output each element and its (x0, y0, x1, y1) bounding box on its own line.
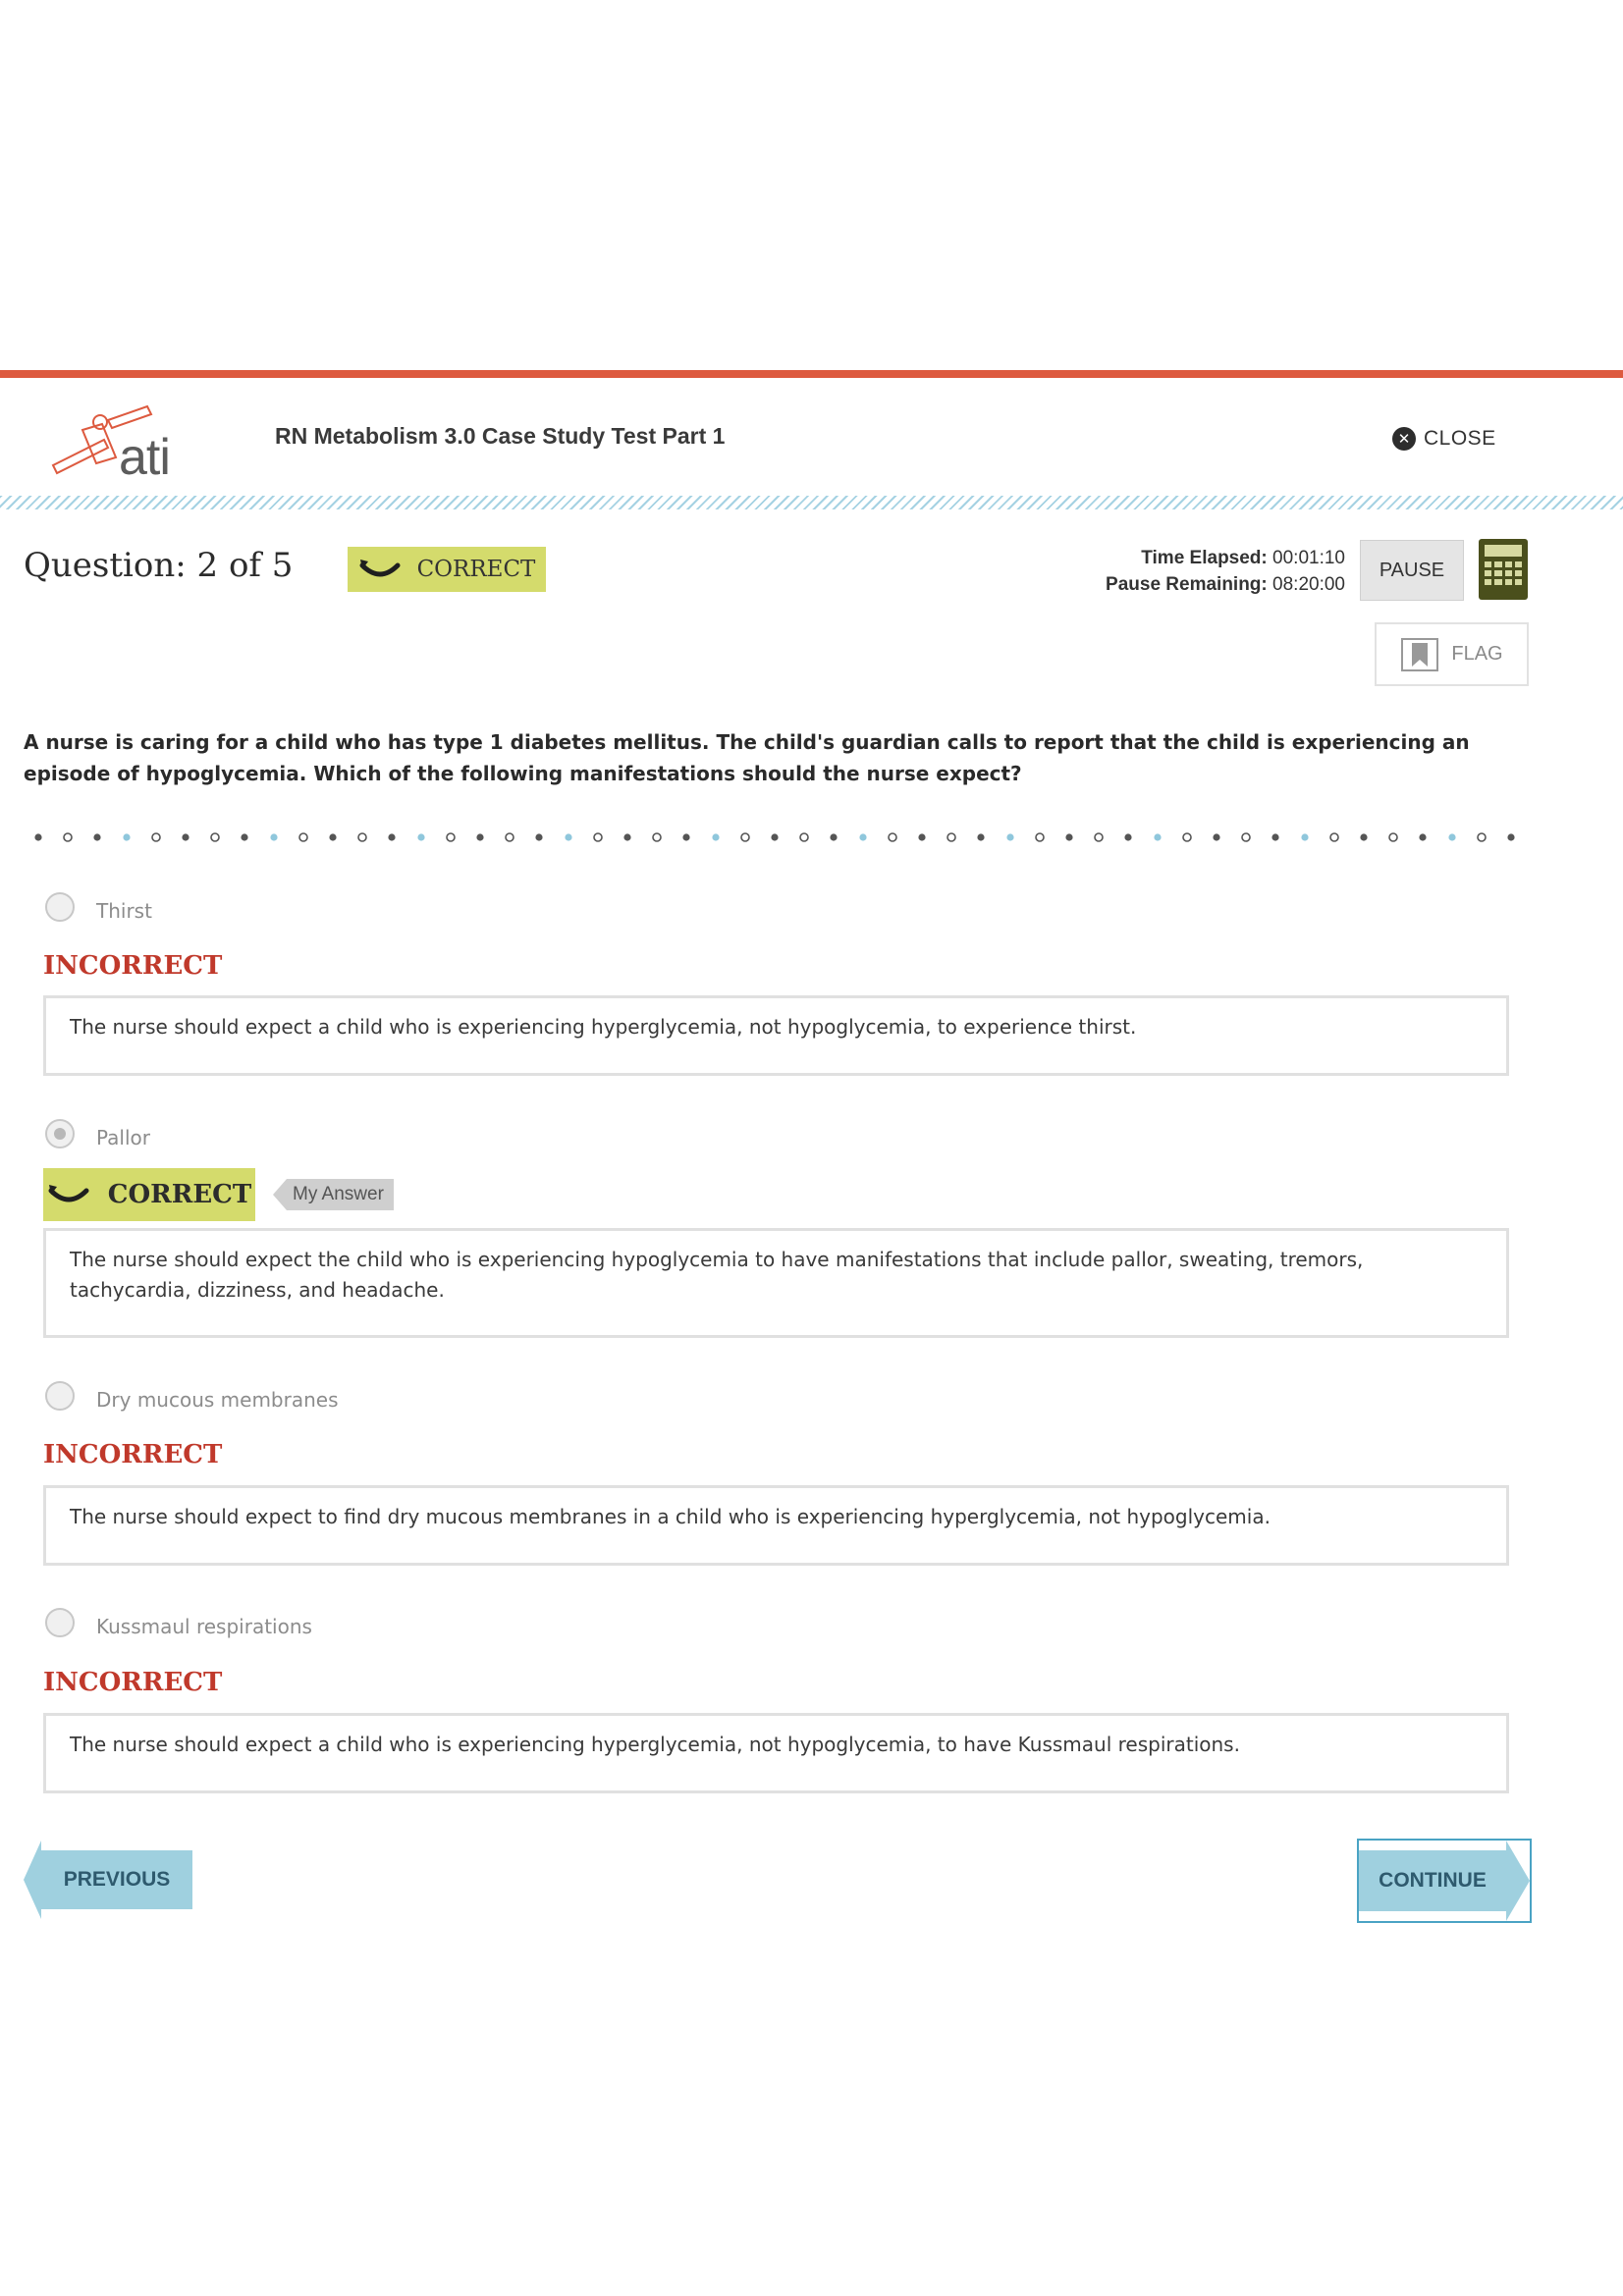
pause-button[interactable]: PAUSE (1360, 540, 1464, 601)
question-status-label: CORRECT (416, 557, 536, 582)
close-icon: ✕ (1392, 427, 1416, 451)
previous-label: PREVIOUS (63, 1868, 171, 1891)
close-button[interactable] (1392, 427, 1496, 451)
option-radio-thirst[interactable] (45, 892, 75, 922)
bookmark-icon (1400, 637, 1439, 672)
verdict-correct-label: CORRECT (107, 1180, 252, 1209)
rationale-box: The nurse should expect a child who is experiencing hyperglycemia, not hypoglycemia, to have Kussmaul respirations. (43, 1713, 1509, 1793)
pause-remaining-label: Pause Remaining: (1106, 574, 1268, 595)
curved-arrow-icon (47, 1183, 90, 1206)
close-label: CLOSE (1424, 427, 1496, 450)
verdict-incorrect: INCORRECT (43, 1668, 223, 1697)
option-label: Pallor (96, 1126, 150, 1149)
question-stem: A nurse is caring for a child who has type 1 diabetes mellitus. The child's guardian calls to report that the child is experiencing an episode of hypoglycemia. Which of the following manifestations should the nurse expect? (24, 730, 1470, 785)
my-answer-tag (273, 1179, 394, 1210)
verdict-correct-badge (43, 1168, 255, 1221)
calculator-icon[interactable] (1479, 539, 1528, 600)
flag-label: FLAG (1451, 643, 1503, 665)
my-answer-label: My Answer (287, 1179, 394, 1210)
question-counter: Question: 2 of 5 (24, 546, 294, 585)
pause-remaining-value: 08:20:00 (1272, 574, 1345, 595)
logo-wordmark: ati (119, 429, 170, 486)
continue-button[interactable] (1357, 1839, 1532, 1923)
option-label: Dry mucous membranes (96, 1388, 339, 1412)
time-elapsed-label: Time Elapsed: (1141, 548, 1268, 568)
time-elapsed-value: 00:01:10 (1272, 548, 1345, 568)
rationale-box: The nurse should expect a child who is experiencing hyperglycemia, not hypoglycemia, to experience thirst. (43, 995, 1509, 1076)
previous-button[interactable] (24, 1841, 195, 1919)
option-radio-pallor[interactable] (45, 1119, 75, 1148)
option-radio-dry-mucous-membranes[interactable] (45, 1381, 75, 1411)
flag-button[interactable] (1375, 622, 1529, 686)
header-divider (0, 496, 1623, 509)
question-status-badge (348, 547, 546, 592)
curved-arrow-icon (358, 558, 402, 581)
timer (1106, 545, 1345, 598)
option-label: Thirst (96, 899, 152, 923)
verdict-incorrect: INCORRECT (43, 951, 223, 981)
rationale-box: The nurse should expect to find dry mucous membranes in a child who is experiencing hyperglycemia, not hypoglycemia. (43, 1485, 1509, 1566)
app-title: RN Metabolism 3.0 Case Study Test Part 1 (275, 423, 726, 449)
option-label: Kussmaul respirations (96, 1615, 312, 1638)
dotted-divider (32, 830, 1525, 844)
header-accent-bar (0, 370, 1623, 378)
continue-label: CONTINUE (1379, 1869, 1487, 1892)
option-radio-kussmaul-respirations[interactable] (45, 1608, 75, 1637)
rationale-box: The nurse should expect the child who is experiencing hypoglycemia to have manifestations that include pallor, sweating, tremors, tachycardia, dizziness, and headache. (43, 1228, 1509, 1338)
verdict-incorrect: INCORRECT (43, 1440, 223, 1469)
